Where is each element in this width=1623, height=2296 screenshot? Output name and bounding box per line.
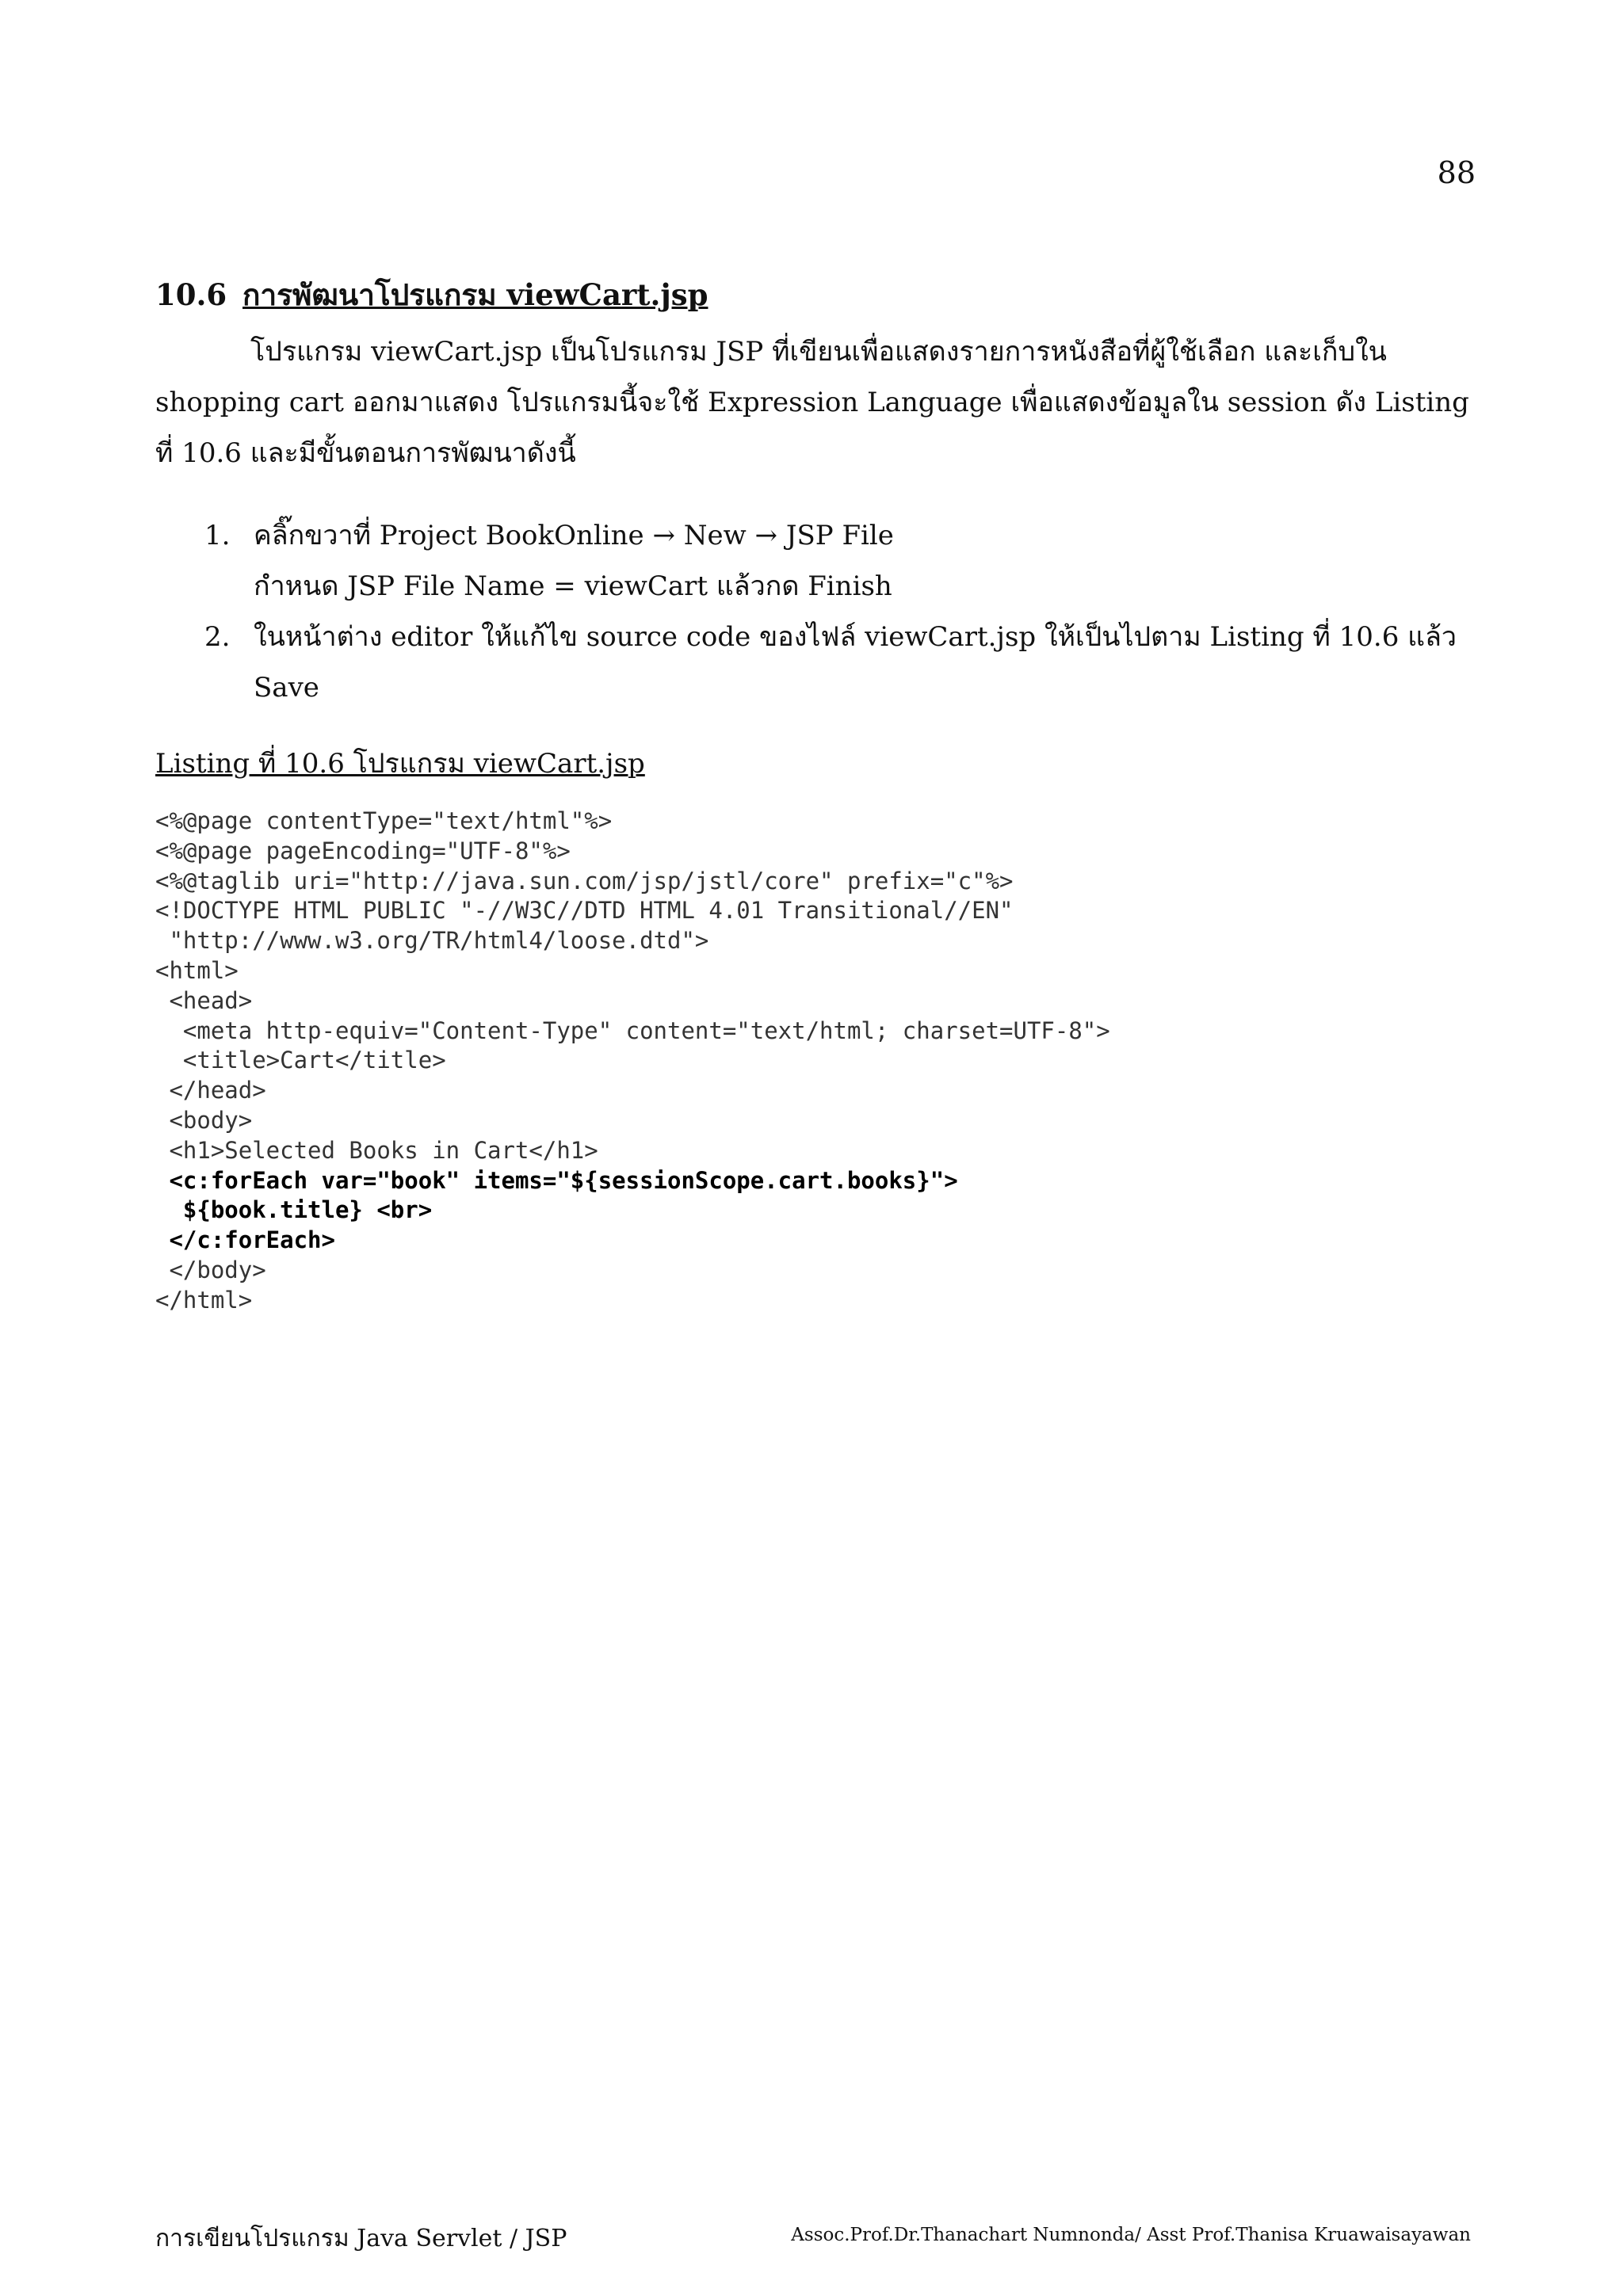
listing-title: Listing ที่ 10.6 โปรแกรม viewCart.jsp bbox=[155, 748, 645, 780]
code-line: <%@taglib uri="http://java.sun.com/jsp/jstl/core" prefix="c"%> bbox=[155, 867, 1014, 894]
step-subtext: กำหนด JSP File Name = viewCart แล้วกด Finish bbox=[254, 570, 892, 602]
code-line: <h1>Selected Books in Cart</h1> bbox=[155, 1136, 598, 1164]
code-line: <%@page pageEncoding="UTF-8"%> bbox=[155, 837, 571, 864]
code-line: <body> bbox=[155, 1106, 253, 1134]
code-line: <%@page contentType="text/html"%> bbox=[155, 807, 613, 834]
code-line: ${book.title} <br> bbox=[155, 1196, 433, 1224]
footer-course-title: การเขียนโปรแกรม Java Servlet / JSP bbox=[155, 2225, 567, 2252]
section-title: การพัฒนาโปรแกรม viewCart.jsp bbox=[242, 277, 708, 312]
intro-paragraph: โปรแกรม viewCart.jsp เป็นโปรแกรม JSP ที่เขียนเพื่อแสดงรายการหนังสือที่ผู้ใช้เลือก และเก็บใน shopping cart ออกมาแสดง โปรแกรมนี้จะใช้ Expression Language เพื่อแสดงข้อมูลใน session ดัง Listing ที่ 10.6 และมีขั้นตอนการพัฒนาดังนี้ bbox=[155, 336, 1469, 469]
section-10-6 bbox=[155, 271, 1487, 1316]
code-line: </html> bbox=[155, 1286, 253, 1314]
step-text: ในหน้าต่าง editor ให้แก้ไข source code ของไฟล์ viewCart.jsp ให้เป็นไปตาม Listing ที่ 10.6 แล้ว Save bbox=[254, 621, 1457, 704]
step-item bbox=[155, 612, 1487, 713]
step-item bbox=[155, 510, 1487, 612]
code-line: </c:forEach> bbox=[155, 1226, 335, 1254]
footer-authors: Assoc.Prof.Dr.Thanachart Numnonda/ Asst Prof.Thanisa Kruawaisayawan bbox=[791, 2225, 1471, 2245]
section-heading bbox=[155, 271, 1487, 318]
code-line: </body> bbox=[155, 1256, 266, 1283]
code-line: <c:forEach var="book" items="${sessionScope.cart.books}"> bbox=[155, 1166, 958, 1194]
code-listing bbox=[155, 807, 1487, 1316]
code-line: <title>Cart</title> bbox=[155, 1047, 446, 1074]
code-line: <head> bbox=[155, 986, 253, 1014]
code-line: "http://www.w3.org/TR/html4/loose.dtd"> bbox=[155, 927, 709, 955]
step-number: 1. bbox=[204, 520, 231, 551]
step-text: คลิ๊กขวาที่ Project BookOnline → New → JSP File bbox=[254, 520, 894, 551]
step-list bbox=[155, 510, 1487, 713]
section-number: 10.6 bbox=[155, 277, 227, 312]
code-line: </head> bbox=[155, 1077, 266, 1104]
step-number: 2. bbox=[204, 621, 231, 653]
code-line: <!DOCTYPE HTML PUBLIC "-//W3C//DTD HTML 4.01 Transitional//EN" bbox=[155, 897, 1014, 925]
code-line: <html> bbox=[155, 956, 239, 984]
code-line: <meta http-equiv="Content-Type" content="text/html; charset=UTF-8"> bbox=[155, 1016, 1110, 1044]
page-number: 88 bbox=[1437, 155, 1476, 190]
